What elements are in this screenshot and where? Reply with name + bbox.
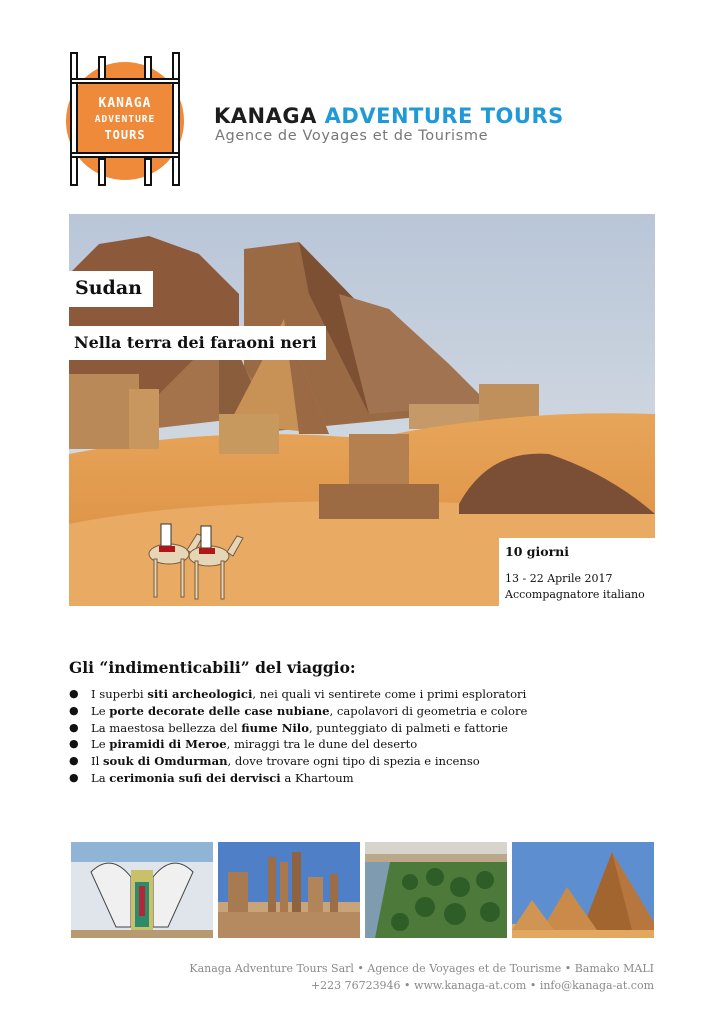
trip-info-box — [499, 538, 655, 606]
trip-subtitle: Nella terra dei faraoni neri — [69, 326, 326, 360]
logo-text-line3: TOURS — [104, 128, 146, 142]
brand-tagline: Agence de Voyages et de Tourisme — [215, 128, 489, 144]
trip-title: Sudan — [69, 271, 153, 307]
trip-details — [505, 571, 655, 603]
bullet-icon: ● — [69, 770, 79, 784]
logo-text-line2: ADVENTURE — [94, 114, 156, 125]
photo-pyramids — [512, 842, 654, 938]
bullet-icon: ● — [69, 720, 79, 734]
highlights-list — [69, 686, 527, 787]
list-item: ● La cerimonia sufi dei dervisci a Khartoum — [69, 770, 354, 785]
bullet-icon: ● — [69, 703, 79, 717]
bullet-icon: ● — [69, 754, 79, 768]
trip-guide: Accompagnatore italiano — [505, 588, 645, 601]
company-logo — [66, 52, 184, 190]
photo-temple-ruins — [218, 842, 360, 938]
trip-dates: 13 - 22 Aprile 2017 — [505, 572, 613, 585]
logo-bar — [70, 78, 180, 84]
footer — [189, 960, 654, 994]
brand-name-part1: KANAGA — [214, 104, 317, 128]
footer-company: Kanaga Adventure Tours Sarl • Agence de Voyages et de Tourisme • Bamako MALI — [189, 962, 654, 975]
hero-image — [69, 214, 655, 606]
bullet-icon: ● — [69, 687, 79, 700]
list-item: ● Le porte decorate delle case nubiane, capolavori di geometria e colore — [69, 703, 528, 718]
brand-name-part2: ADVENTURE TOURS — [324, 104, 564, 128]
list-item: ● La maestosa bellezza del fiume Nilo, punteggiato di palmeti e fattorie — [69, 720, 508, 735]
footer-contacts: +223 76723946 • www.kanaga-at.com • info@kanaga-at.com — [310, 979, 654, 992]
highlights-title: Gli “indimenticabili” del viaggio: — [69, 658, 356, 677]
brand-name — [214, 104, 564, 128]
logo-bar — [70, 152, 180, 158]
logo-bar — [98, 158, 106, 186]
photo-strip — [71, 842, 654, 938]
logo-text-line1: KANAGA — [98, 96, 152, 111]
list-item: ● Le piramidi di Meroe, miraggi tra le dune del deserto — [69, 737, 418, 752]
logo-bar — [144, 158, 152, 186]
list-item: ● Il souk di Omdurman, dove trovare ogni tipo di spezia e incenso — [69, 754, 480, 769]
trip-duration: 10 giorni — [505, 544, 569, 559]
photo-nubian-door — [71, 842, 213, 938]
list-item: ● I superbi siti archeologici, nei quali vi sentirete come i primi esploratori — [69, 687, 527, 701]
photo-nile-palms — [365, 842, 507, 938]
bullet-icon: ● — [69, 737, 79, 751]
